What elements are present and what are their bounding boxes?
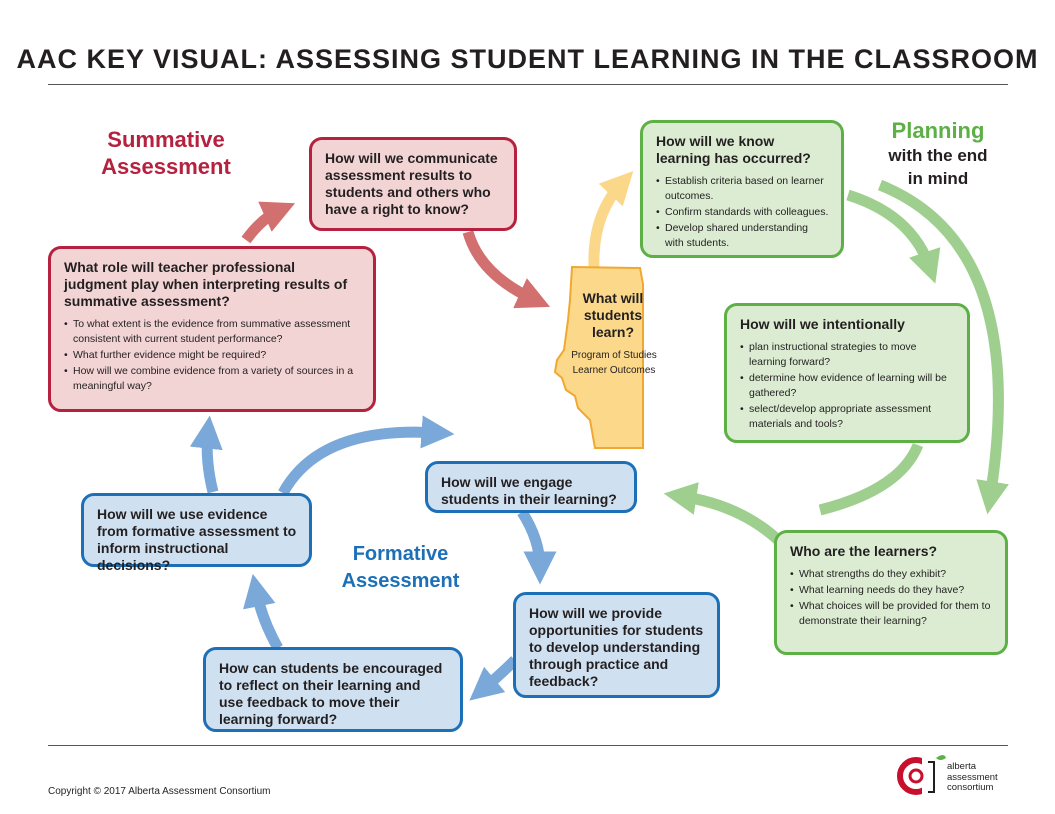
who-are-learners-box: Who are the learners? • What strengths do they exhibit? • What learning needs do they have? • What choices will be provided for them to demonstrate their learning? xyxy=(774,530,1008,655)
arrow-opportunities-to-reflect xyxy=(482,660,515,690)
summative-section-label: Summative Assessment xyxy=(101,127,231,179)
reflect-feedback-box: How can students be encouraged to reflect on their learning and use feedback to move their learning forward? xyxy=(203,647,463,732)
aac-logo-icon xyxy=(896,752,946,798)
engage-students-box: How will we engage students in their learning? xyxy=(425,461,637,513)
planning-section-label: Planning with the end in mind xyxy=(888,118,988,188)
use-evidence-box: How will we use evidence from formative assessment to inform instructional decisions? xyxy=(81,493,312,567)
arrow-engage-to-opportunities xyxy=(522,512,540,568)
aac-logo-text: alberta assessment consortium xyxy=(947,761,998,793)
communicate-results-box: How will we communicate assessment results to students and others who have a right to know? xyxy=(309,137,517,231)
copyright-text: Copyright © 2017 Alberta Assessment Consortium xyxy=(48,786,271,797)
intentionally-box: How will we intentionally • plan instructional strategies to move learning forward? • determine how evidence of learning will be gathered? • select/develop appropriate assessment materials and tools? xyxy=(724,303,970,443)
arrow-center-to-know xyxy=(594,183,622,268)
arrow-reflect-to-use xyxy=(256,590,278,648)
provide-opportunities-box: How will we provide opportunities for students to develop understanding through practice and feedback? xyxy=(513,592,720,698)
center-question: What will students learn? Program of Studies Learner Outcomes xyxy=(571,290,657,376)
arrow-learners-to-engage xyxy=(680,496,778,540)
arrow-use-to-engage xyxy=(283,432,438,493)
arrow-intentionally-to-engage xyxy=(820,445,918,510)
page-title: AAC KEY VISUAL: ASSESSING STUDENT LEARNING IN THE CLASSROOM xyxy=(16,44,1039,74)
footer-divider xyxy=(48,745,1008,746)
arrow-use-to-judgment xyxy=(207,432,213,492)
arrow-communicate-to-center xyxy=(468,232,535,300)
know-learning-box: How will we know learning has occurred? • Establish criteria based on learner outcomes. • Confirm standards with colleagues. • Develop shared understanding with students. xyxy=(640,120,844,258)
arrow-judgment-to-communicate xyxy=(246,210,280,240)
formative-section-label: Formative Assessment xyxy=(341,543,460,592)
professional-judgment-box: What role will teacher professional judgment play when interpreting results of summative assessment? • To what extent is the evidence from summative assessment consistent with current student performance? • What further evidence might be required? • How will we combine evidence from a variety of sources in a meaningful way? xyxy=(48,246,376,412)
